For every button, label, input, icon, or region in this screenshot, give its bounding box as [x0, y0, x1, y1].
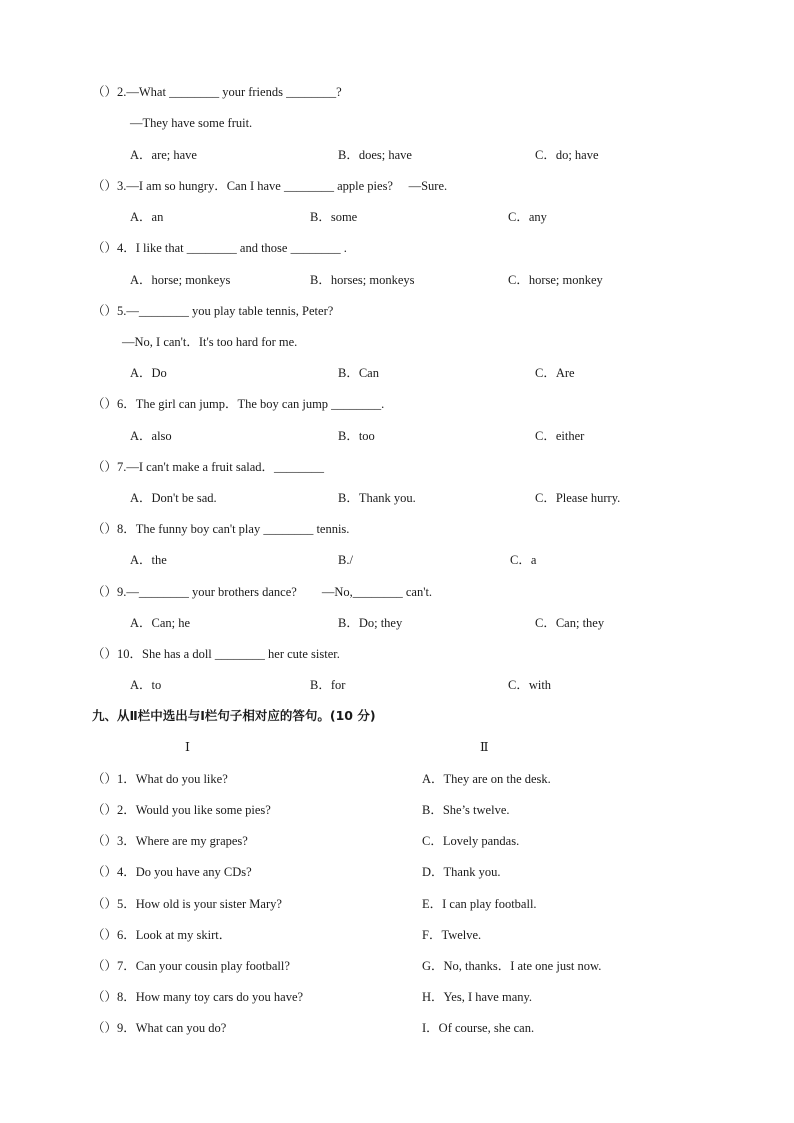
match-left-4: （）4．Do you have any CDs? [92, 865, 252, 879]
match-right-e: E．I can play football. [422, 897, 537, 911]
match-right-g: G．No, thanks．I ate one just now. [422, 959, 602, 973]
q8-option-c: C．a [510, 553, 537, 567]
match-left-6: （）6．Look at my skirt． [92, 928, 232, 942]
q5-option-a: A．Do [130, 366, 167, 380]
match-left-1: （）1．What do you like? [92, 772, 228, 786]
q2-option-a: A．are; have [130, 148, 197, 162]
q9-option-b: B．Do; they [338, 616, 403, 630]
match-left-8: （）8．How many toy cars do you have? [92, 990, 304, 1004]
q7-option-c: C．Please hurry. [535, 491, 621, 505]
q10-option-b: B．for [310, 678, 346, 692]
q7-option-b: B．Thank you. [338, 491, 416, 505]
q6-option-a: A．also [130, 429, 172, 443]
question-8: （）8．The funny boy can't play ________ tennis. [92, 522, 350, 536]
q9-option-a: A．Can; he [130, 616, 191, 630]
q10-option-a: A．to [130, 678, 162, 692]
question-3: （）3.—I am so hungry．Can I have ________ apple pies? —Sure. [92, 179, 448, 193]
q7-option-a: A．Don't be sad. [130, 491, 217, 505]
question-2: （）2.—What ________ your friends ________? [92, 85, 342, 99]
match-right-f: F．Twelve. [422, 928, 482, 942]
question-2-dialog: —They have some fruit. [130, 116, 253, 130]
question-5: （）5.—________ you play table tennis, Peter? [92, 304, 334, 318]
match-right-b: B．She’s twelve. [422, 803, 510, 817]
match-right-a: A．They are on the desk. [422, 772, 551, 786]
q8-option-a: A．the [130, 553, 167, 567]
question-5-dialog: —No, I can't．It's too hard for me. [122, 335, 298, 349]
question-7: （）7.—I can't make a fruit salad．________ [92, 460, 325, 474]
question-9: （）9.—________ your brothers dance? —No,________ can't. [92, 585, 433, 599]
match-right-i: I．Of course, she can. [422, 1021, 535, 1035]
q5-option-b: B．Can [338, 366, 379, 380]
q3-option-a: A．an [130, 210, 164, 224]
column-1-heading: Ⅰ [185, 740, 190, 754]
match-right-h: H．Yes, I have many. [422, 990, 533, 1004]
column-2-heading: Ⅱ [480, 740, 489, 754]
section-9-title: 九、从Ⅱ栏中选出与Ⅰ栏句子相对应的答句。(10 分) [92, 708, 376, 723]
question-6: （）6．The girl can jump．The boy can jump ________. [92, 397, 385, 411]
q5-option-c: C．Are [535, 366, 575, 380]
q2-option-b: B．does; have [338, 148, 412, 162]
q2-option-c: C．do; have [535, 148, 599, 162]
match-left-5: （）5．How old is your sister Mary? [92, 897, 282, 911]
q6-option-b: B．too [338, 429, 375, 443]
match-right-c: C．Lovely pandas. [422, 834, 520, 848]
q6-option-c: C．either [535, 429, 585, 443]
question-4: （）4．I like that ________ and those ________ . [92, 241, 347, 255]
q4-option-a: A．horse; monkeys [130, 273, 231, 287]
match-left-9: （）9．What can you do? [92, 1021, 227, 1035]
q10-option-c: C．with [508, 678, 552, 692]
q4-option-b: B．horses; monkeys [310, 273, 415, 287]
match-right-d: D．Thank you. [422, 865, 501, 879]
q4-option-c: C．horse; monkey [508, 273, 603, 287]
q3-option-b: B．some [310, 210, 358, 224]
q9-option-c: C．Can; they [535, 616, 605, 630]
match-left-3: （）3．Where are my grapes? [92, 834, 248, 848]
question-10: （）10．She has a doll ________ her cute sister. [92, 647, 340, 661]
match-left-7: （）7．Can your cousin play football? [92, 959, 290, 973]
q8-option-b: B./ [338, 553, 353, 567]
match-left-2: （）2．Would you like some pies? [92, 803, 271, 817]
q3-option-c: C．any [508, 210, 547, 224]
